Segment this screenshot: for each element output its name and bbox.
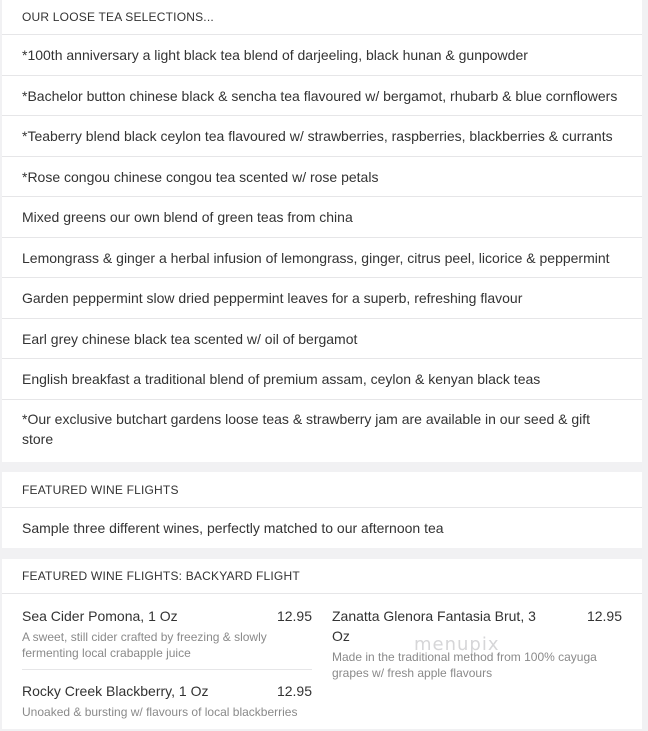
menu-item-price: 12.95 — [586, 608, 622, 624]
menu-item-price: 12.95 — [276, 683, 312, 699]
wine-flights-description: Sample three different wines, perfectly matched to our afternoon tea — [22, 520, 444, 536]
item-divider — [22, 669, 312, 670]
tea-item: English breakfast a traditional blend of premium assam, ceylon & kenyan black teas — [2, 359, 642, 400]
menu-item-name: Sea Cider Pomona, 1 Oz — [22, 608, 178, 624]
backyard-flight-section — [2, 559, 642, 729]
watermark-logo: menupix — [414, 634, 500, 655]
section-header-backyard-flight: FEATURED WINE FLIGHTS: BACKYARD FLIGHT — [2, 559, 642, 594]
tea-section — [2, 0, 642, 462]
menu-item — [22, 606, 312, 661]
tea-item: Earl grey chinese black tea scented w/ oil of bergamot — [2, 319, 642, 359]
flight-items — [2, 594, 642, 729]
tea-item: *Teaberry blend black ceylon tea flavoured w/ strawberries, raspberries, blackberries & currants — [2, 116, 642, 157]
section-header-wine-flights: FEATURED WINE FLIGHTS — [2, 472, 642, 508]
menu-item — [22, 681, 312, 720]
menu-item-price: 12.95 — [276, 608, 312, 624]
menu-item-description: A sweet, still cider crafted by freezing & slowly fermenting local crabapple juice — [22, 630, 267, 660]
tea-item: *Rose congou chinese congou tea scented w/ rose petals — [2, 157, 642, 197]
wine-flights-section — [2, 472, 642, 548]
section-header-tea: OUR LOOSE TEA SELECTIONS... — [2, 0, 642, 35]
menu-item-description: Unoaked & bursting w/ flavours of local blackberries — [22, 705, 298, 719]
tea-item: Garden peppermint slow dried peppermint leaves for a superb, refreshing flavour — [2, 278, 642, 319]
menu-item-name: Rocky Creek Blackberry, 1 Oz — [22, 683, 209, 699]
tea-item: Mixed greens our own blend of green teas from china — [2, 197, 642, 238]
tea-item: *100th anniversary a light black tea blend of darjeeling, black hunan & gunpowder — [2, 35, 642, 76]
menu-item-description: Made in the traditional method from 100% cayuga grapes w/ fresh apple flavours — [332, 650, 597, 680]
tea-item: Lemongrass & ginger a herbal infusion of lemongrass, ginger, citrus peel, licorice & peppermint — [2, 238, 642, 278]
tea-item: *Our exclusive butchart gardens loose teas & strawberry jam are available in our seed & gift store — [22, 411, 591, 447]
tea-item: *Bachelor button chinese black & sencha tea flavoured w/ bergamot, rhubarb & blue cornflowers — [2, 76, 642, 116]
menu-item-name: Zanatta Glenora Fantasia Brut, 3 Oz — [332, 608, 536, 644]
